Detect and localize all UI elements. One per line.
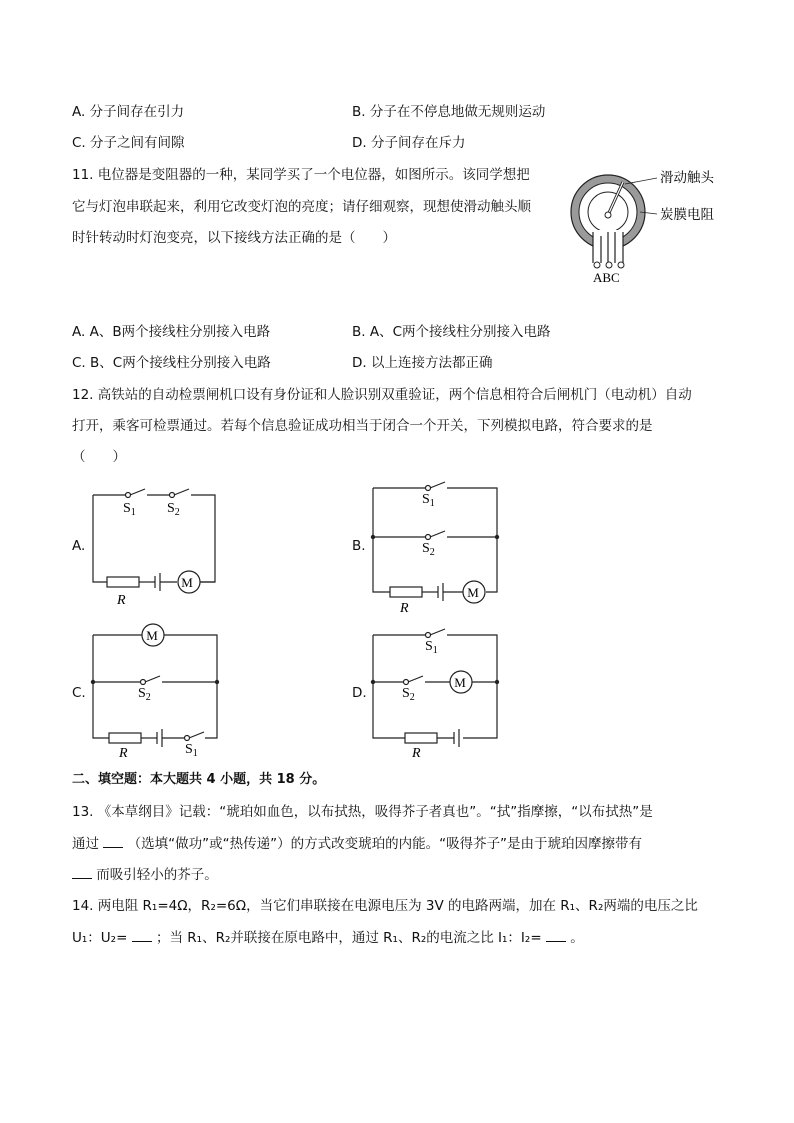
q13-text-c: 而吸引轻小的芥子。	[96, 867, 218, 883]
resistor-label: R	[400, 601, 409, 615]
s1-label: $S_1$	[123, 501, 136, 518]
resistor-label: R	[412, 746, 421, 760]
circuit-b-label: B.	[352, 538, 366, 554]
circuit-c	[85, 620, 225, 760]
q11-option-d: D. 以上连接方法都正确	[352, 355, 493, 371]
q13-blank-2[interactable]	[72, 864, 92, 879]
q14-text-c: 。	[570, 930, 584, 946]
q12-stem-line-3: （ ）	[72, 449, 126, 465]
section-heading: 二、填空题：本大题共 4 小题，共 18 分。	[72, 772, 326, 787]
q13-text-a: 通过	[72, 836, 99, 852]
q13-line-3	[72, 864, 218, 885]
q11-stem-line-3: 时针转动时灯泡变亮，以下接线方法正确的是（ ）	[72, 230, 396, 246]
q14-line-2	[72, 927, 584, 948]
q14-text-a: U₁：U₂=	[72, 930, 128, 946]
q14-blank-2[interactable]	[546, 927, 566, 942]
q12-stem-line-2: 打开，乘客可检票通过。若每个信息验证成功相当于闭合一个开关，下列模拟电路，符合要求的是	[72, 418, 653, 434]
q11-stem-line-1: 11. 电位器是变阻器的一种，某同学买了一个电位器，如图所示。该同学想把	[72, 167, 530, 183]
motor-label: M	[467, 585, 479, 600]
s2-label: $S_2$	[402, 686, 415, 703]
q12-stem-line-1: 12. 高铁站的自动检票闸机口设有身份证和人脸识别双重验证，两个信息相符合后闸机门（电动机）自动	[72, 387, 692, 403]
s1-label: $S_1$	[185, 742, 198, 759]
terminal-labels: ABC	[593, 270, 620, 285]
q10-option-b: B. 分子在不停息地做无规则运动	[352, 104, 546, 120]
s1-label: $S_1$	[422, 492, 435, 509]
resistor-label: R	[119, 746, 128, 760]
label-slider: 滑动触头	[660, 170, 714, 186]
q10-option-c: C. 分子之间有间隙	[72, 135, 185, 151]
resistor-label: R	[117, 593, 126, 608]
circuit-a	[85, 480, 225, 610]
q11-option-a: A. A、B两个接线柱分别接入电路	[72, 324, 271, 340]
motor-label: M	[454, 675, 466, 690]
q10-option-d: D. 分子间存在斥力	[352, 135, 466, 151]
s2-label: $S_2$	[167, 501, 180, 518]
circuit-b	[365, 480, 510, 615]
circuit-d-label: D.	[352, 685, 367, 701]
s1-label: $S_1$	[425, 639, 438, 656]
q13-line-1: 13. 《本草纲目》记载：“琥珀如血色，以布拭热，吸得芥子者真也”。“拭”指摩擦，“以布拭热”是	[72, 804, 653, 820]
q13-blank-1[interactable]	[103, 833, 123, 848]
q11-stem-line-2: 它与灯泡串联起来，利用它改变灯泡的亮度；请仔细观察，现想使滑动触头顺	[72, 199, 531, 215]
circuit-c-label: C.	[72, 685, 86, 701]
s2-label: $S_2$	[422, 541, 435, 558]
circuit-d	[365, 620, 510, 760]
q14-line-1: 14. 两电阻 R₁=4Ω，R₂=6Ω，当它们串联接在电源电压为 3V 的电路两端，加在 R₁、R₂两端的电压之比	[72, 898, 698, 914]
potentiometer-figure	[565, 160, 735, 290]
s2-label: $S_2$	[138, 686, 151, 703]
q11-option-b: B. A、C两个接线柱分别接入电路	[352, 324, 551, 340]
q14-text-b: ；当 R₁、R₂并联接在原电路中，通过 R₁、R₂的电流之比 I₁：I₂=	[156, 930, 542, 946]
motor-label: M	[181, 575, 193, 590]
q14-blank-1[interactable]	[132, 927, 152, 942]
circuit-a-label: A.	[72, 538, 86, 554]
motor-label: M	[146, 628, 158, 643]
label-carbon-film: 炭膜电阻	[660, 207, 714, 223]
q11-option-c: C. B、C两个接线柱分别接入电路	[72, 355, 271, 371]
q10-option-a: A. 分子间存在引力	[72, 104, 185, 120]
q13-text-b: （选填“做功”或“热传递”）的方式改变琥珀的内能。“吸得芥子”是由于琥珀因摩擦带有	[127, 836, 643, 852]
q13-line-2	[72, 833, 642, 854]
